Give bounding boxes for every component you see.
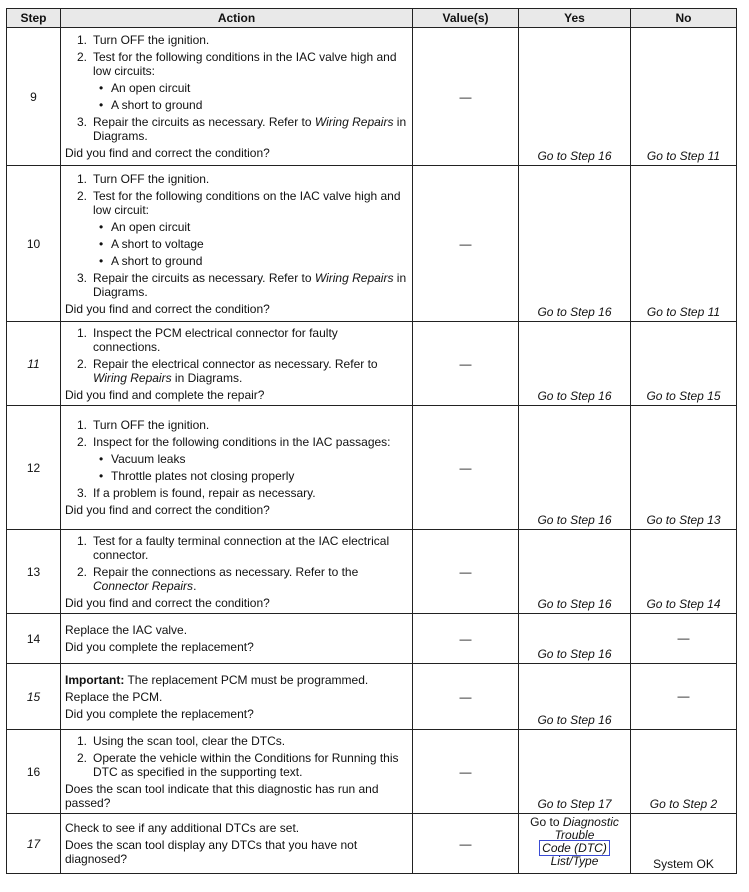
item-number: 1.: [77, 533, 88, 548]
question-text: Did you complete the replacement?: [65, 706, 254, 721]
question-text: Did you find and correct the condition?: [65, 146, 270, 160]
dash: —: [459, 564, 472, 579]
step-number: 15: [7, 664, 61, 730]
item-number: 3.: [77, 270, 88, 285]
action-cell: 1. Turn OFF the ignition. 2. Test for the following conditions on the IAC valve high and low circuit: • An open circuit • A short to voltage • A short to ground 3. Repair the circuits as necessary. Refer to Wiring Repairs in Diagrams. Did you find and correct the condition?: [61, 166, 413, 322]
condition-bullet: A short to ground: [111, 98, 203, 112]
question-text: Did you find and correct the condition?: [65, 503, 270, 517]
question-text: Does the scan tool indicate that this diagnostic has run and passed?: [65, 781, 379, 810]
condition-bullet: Vacuum leaks: [111, 452, 186, 466]
item-number: 3.: [77, 486, 88, 500]
step-number: 11: [7, 322, 61, 406]
dash: —: [459, 356, 472, 371]
header-no: No: [631, 9, 737, 28]
action-text: Replace the PCM.: [65, 689, 163, 704]
step-number: 14: [7, 614, 61, 664]
action-text: Operate the vehicle within the Conditions for Running this DTC as specified in the supporting text.: [93, 750, 399, 779]
header-step: Step: [7, 9, 61, 28]
action-cell: [61, 730, 413, 814]
action-text: Using the scan tool, clear the DTCs.: [93, 733, 286, 748]
table-row: [7, 814, 737, 874]
header-values: Value(s): [413, 9, 519, 28]
yes-cell: Go to Step 16: [519, 28, 631, 166]
action-cell: 1. Turn OFF the ignition. 2. Inspect for the following conditions in the IAC passages: • Vacuum leaks • Throttle plates not closing properly 3. If a problem is found, repair as necessary. Did you find and correct the condition?: [61, 406, 413, 530]
trouble-text: Trouble: [554, 828, 595, 842]
item-number: 2.: [77, 188, 88, 203]
item-number: 3.: [77, 115, 88, 129]
dash: —: [459, 689, 472, 704]
action-text: Inspect the PCM electrical connector for faulty connections.: [93, 325, 338, 354]
go-to-text: Go to Diagnostic: [530, 815, 619, 829]
action-text: Repair the electrical connector as necessary. Refer to Wiring Repairs in Diagrams.: [93, 356, 378, 385]
no-cell: —: [631, 614, 737, 664]
dtc-list-link[interactable]: Code (DTC): [539, 840, 610, 856]
action-text: Turn OFF the ignition.: [93, 33, 210, 47]
action-cell: [61, 530, 413, 614]
item-number: 2.: [77, 750, 88, 765]
wiring-repairs-reference: Wiring Repairs: [314, 115, 394, 129]
table-row: [7, 166, 737, 322]
item-number: 1.: [77, 325, 88, 340]
value-cell: [413, 406, 519, 530]
step-number: 9: [7, 28, 61, 166]
wiring-repairs-reference: Wiring Repairs: [93, 370, 172, 385]
action-text: Replace the IAC valve.: [65, 623, 188, 637]
item-number: 2.: [77, 356, 88, 371]
table-row: [7, 28, 737, 166]
condition-bullet: A short to voltage: [111, 236, 204, 251]
value-cell: [413, 814, 519, 874]
action-text: Repair the connections as necessary. Refer to the Connector Repairs.: [93, 564, 359, 593]
action-cell: [61, 614, 413, 664]
yes-cell: Go to Step 16: [519, 406, 631, 530]
action-cell: [61, 664, 413, 730]
list-type-text: List/Type: [550, 854, 599, 868]
step-number: 17: [7, 814, 61, 874]
no-cell: Go to Step 11: [631, 166, 737, 322]
action-text: Repair the circuits as necessary. Refer to Wiring Repairs in Diagrams.: [93, 270, 407, 299]
header-row: [7, 9, 737, 28]
item-number: 1.: [77, 418, 88, 432]
no-cell: Go to Step 15: [631, 322, 737, 406]
yes-cell: Go to Step 16: [519, 322, 631, 406]
important-note: Important: The replacement PCM must be programmed.: [65, 672, 369, 687]
diagnostic-table-page: [6, 8, 736, 874]
question-text: Did you complete the replacement?: [65, 640, 254, 654]
question-text: Does the scan tool display any DTCs that you have not diagnosed?: [65, 838, 358, 866]
no-cell: System OK: [631, 814, 737, 874]
item-number: 1.: [77, 171, 88, 186]
value-cell: [413, 166, 519, 322]
action-text: Test for the following conditions on the IAC valve high and low circuit:: [93, 188, 401, 217]
step-number: 10: [7, 166, 61, 322]
value-cell: [413, 614, 519, 664]
wiring-repairs-reference: Wiring Repairs: [314, 270, 394, 285]
step-number: 16: [7, 730, 61, 814]
value-cell: [413, 730, 519, 814]
action-text: Repair the circuits as necessary. Refer to Wiring Repairs in Diagrams.: [93, 115, 407, 143]
value-cell: [413, 664, 519, 730]
table-row: [7, 322, 737, 406]
no-cell: Go to Step 2: [631, 730, 737, 814]
table-row: [7, 614, 737, 664]
yes-cell: Go to Step 16: [519, 530, 631, 614]
header-yes: Yes: [519, 9, 631, 28]
dash: —: [459, 460, 472, 475]
table-row: [7, 664, 737, 730]
action-text: Turn OFF the ignition.: [93, 418, 210, 432]
value-cell: [413, 28, 519, 166]
yes-cell: [519, 814, 631, 874]
condition-bullet: An open circuit: [111, 81, 191, 95]
question-text: Did you find and correct the condition?: [65, 595, 270, 610]
item-number: 1.: [77, 733, 88, 748]
question-text: Did you find and correct the condition?: [65, 301, 270, 316]
table-row: [7, 530, 737, 614]
diagnostic-table: [6, 8, 737, 874]
no-cell: Go to Step 11: [631, 28, 737, 166]
action-text: Test for a faulty terminal connection at the IAC electrical connector.: [93, 533, 390, 562]
dash: —: [459, 631, 472, 646]
dash: —: [459, 836, 472, 851]
action-text: Test for the following conditions in the IAC valve high and low circuits:: [93, 50, 397, 78]
action-cell: [61, 814, 413, 874]
condition-bullet: Throttle plates not closing properly: [111, 469, 295, 483]
step-number: 13: [7, 530, 61, 614]
condition-bullet: A short to ground: [111, 253, 203, 268]
no-cell: —: [631, 664, 737, 730]
header-action: Action: [61, 9, 413, 28]
action-cell: [61, 322, 413, 406]
table-row: [7, 730, 737, 814]
dash: —: [459, 764, 472, 779]
yes-cell: Go to Step 16: [519, 664, 631, 730]
item-number: 2.: [77, 564, 88, 579]
question-text: Did you find and complete the repair?: [65, 387, 265, 402]
connector-repairs-reference: Connector Repairs: [93, 578, 194, 593]
step-number: 12: [7, 406, 61, 530]
no-cell: Go to Step 13: [631, 406, 737, 530]
diagnostic-text: Diagnostic: [562, 815, 619, 829]
item-number: 2.: [77, 435, 88, 449]
action-text: If a problem is found, repair as necessary.: [93, 486, 316, 500]
item-number: 1.: [77, 33, 88, 47]
action-text: Check to see if any additional DTCs are set.: [65, 821, 300, 835]
yes-cell: Go to Step 17: [519, 730, 631, 814]
item-number: 2.: [77, 50, 88, 64]
table-row: [7, 406, 737, 530]
yes-cell: Go to Step 16: [519, 166, 631, 322]
value-cell: [413, 530, 519, 614]
yes-cell: Go to Step 16: [519, 614, 631, 664]
action-cell: 1. Turn OFF the ignition. 2. Test for the following conditions in the IAC valve high and low circuits: • An open circuit • A short to ground 3. Repair the circuits as necessary. Refer to Wiring Repairs in Diagrams. Did you find and correct the condition?: [61, 28, 413, 166]
action-text: Turn OFF the ignition.: [93, 171, 210, 186]
no-cell: Go to Step 14: [631, 530, 737, 614]
action-text: Inspect for the following conditions in the IAC passages:: [93, 435, 391, 449]
dash: —: [459, 236, 472, 251]
value-cell: [413, 322, 519, 406]
condition-bullet: An open circuit: [111, 219, 191, 234]
dash: —: [459, 89, 472, 104]
